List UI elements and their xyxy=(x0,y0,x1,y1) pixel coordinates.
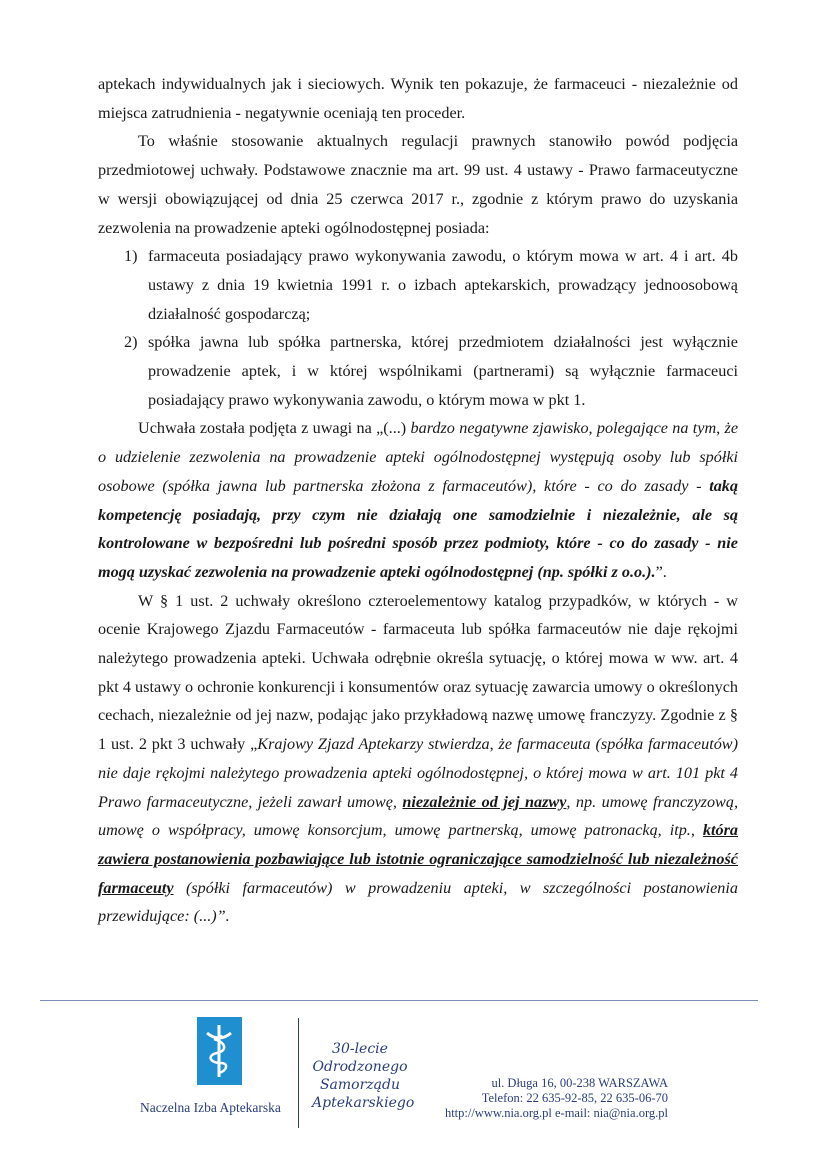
list-number: 1) xyxy=(124,247,138,266)
quote-bold: taką kompetencję posiadają, przy czym nie działają one samodzielnie i niezależnie, ale są kontrolowane w bezpośredni lub pośredni sposób przez podmioty, które - co do zasady - nie mogą uzyskać zezwolenia na prowadzenie apteki ogólnodostępnej (np. spółki z o.o.). xyxy=(98,476,738,581)
quote-end: ”. xyxy=(655,562,667,581)
citation-italic-1: Krajowy Zjazd Aptekarzy stwierdza, że farmaceuta (spółka farmaceutów) nie daje rękojmi należytego prowadzenia apteki ogólnodostępnej, o której mowa w art. 101 pkt 4 Prawo farmaceutyczne, jeżeli zawarł umowę, xyxy=(98,735,738,811)
paragraph-resolution-reason xyxy=(98,414,738,586)
catalog-text: W § 1 ust. 2 uchwały określono czteroelementowy katalog przypadków, w których - w ocenie Krajowego Zjazdu Farmaceutów - farmaceuta lub spółka farmaceutów nie daje rękojmi należytego prowadzenia apteki. Uchwała odrębnie określa sytuację, o której mowa w ww. art. 4 pkt 4 ustawy o ochronie konkurencji i konsumentów oraz sytuację zawarcia umowy o określonych cechach, niezależnie od jej nazw, podając jako przykładową nazwę umowę franczyzy. Zgodnie z § 1 ust. 2 pkt 3 uchwały „ xyxy=(98,591,738,754)
permit-holders-list xyxy=(98,242,738,414)
quote-italic: bardzo negatywne zjawisko, polegające na tym, że o udzielenie zezwolenia na prowadzenie apteki ogólnodostępnej występują osoby lub spółki osobowe (spółka jawna lub partnerska złożona z farmaceutów), które - co do zasady - xyxy=(98,419,739,495)
list-item xyxy=(98,242,738,328)
paragraph-intro: aptekach indywidualnych jak i sieciowych. Wynik ten pokazuje, że farmaceuci - niezależnie od miejsca zatrudnienia - negatywnie oceniają ten proceder. xyxy=(98,75,738,122)
caduceus-icon xyxy=(197,1017,242,1085)
web-and-email: http://www.nia.org.pl e-mail: nia@nia.org.pl xyxy=(444,1106,668,1120)
footer-vertical-divider xyxy=(298,1018,299,1128)
citation-emphasis-1: niezależnie od jej nazwy xyxy=(402,792,567,811)
paragraph-catalog xyxy=(98,587,738,931)
anniversary-logo xyxy=(312,1040,415,1112)
footer-divider xyxy=(40,1000,758,1001)
list-item-text: spółka jawna lub spółka partnerska, której przedmiotem działalności jest wyłącznie prowadzenie aptek, i w której wspólnikami (partnerami) są wyłącznie farmaceuci posiadający prawo wykonywania zawodu, o którym mowa w pkt 1. xyxy=(148,333,738,409)
anniversary-line: 30-lecie xyxy=(332,1041,388,1057)
citation-italic-3: (spółki farmaceutów) w prowadzeniu apteki, w szczególności postanowienia przewidujące: (...)”. xyxy=(98,878,738,926)
anniversary-line: Aptekarskiego xyxy=(312,1095,415,1111)
list-item xyxy=(98,328,738,414)
phone-numbers: Telefon: 22 635-92-85, 22 635-06-70 xyxy=(481,1091,668,1105)
quote-intro: Uchwała została podjęta z uwagi na „(...) xyxy=(138,419,411,438)
paragraph-regulations: To właśnie stosowanie aktualnych regulacji prawnych stanowiło powód podjęcia przedmiotowej uchwały. Podstawowe znacznie ma art. 99 ust. 4 ustawy - Prawo farmaceutyczne w wersji obowiązującej od dnia 25 czerwca 2017 r., zgodnie z którym prawo do uzyskania zezwolenia na prowadzenie apteki ogólnodostępnej posiada: xyxy=(98,132,738,237)
citation-italic-2: , np. umowę franczyzową, umowę o współpracy, umowę konsorcjum, umowę partnerską, umowę patronacką, itp., xyxy=(98,792,738,840)
anniversary-line: Samorządu xyxy=(319,1077,401,1093)
citation-emphasis-2: która zawiera postanowienia pozbawiające lub istotnie ograniczające samodzielność lub niezależność farmaceuty xyxy=(98,821,738,897)
organization-name: Naczelna Izba Aptekarska xyxy=(140,1100,281,1115)
contact-info xyxy=(418,1076,668,1121)
address: ul. Długa 16, 00-238 WARSZAWA xyxy=(491,1076,668,1090)
list-number: 2) xyxy=(124,333,138,352)
list-item-text: farmaceuta posiadający prawo wykonywania zawodu, o którym mowa w art. 4 i art. 4b ustawy z dnia 19 kwietnia 1991 r. o izbach aptekarskich, prowadzący jednoosobową działalność gospodarczą; xyxy=(148,247,738,323)
anniversary-line: Odrodzonego xyxy=(312,1059,408,1075)
document-body xyxy=(98,70,738,931)
